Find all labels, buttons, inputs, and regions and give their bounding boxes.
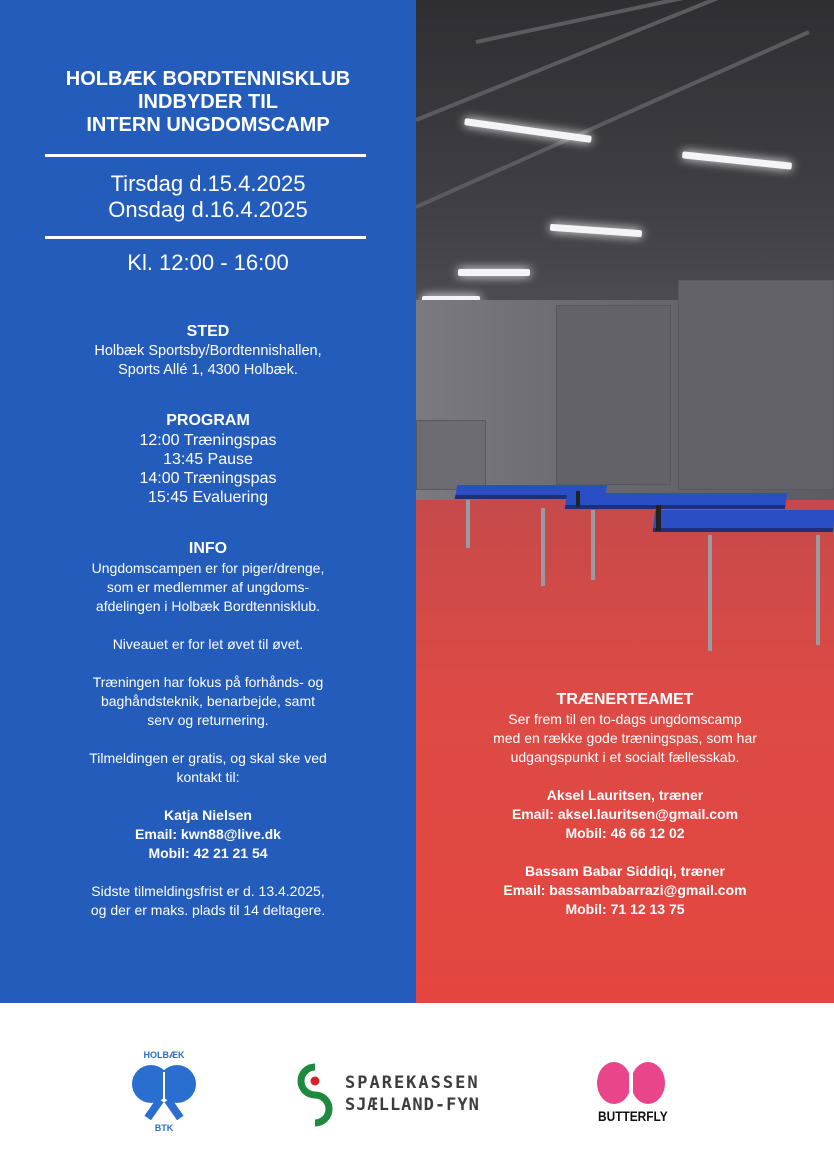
sted-section	[0, 322, 416, 380]
holbaek-btk-logo	[128, 1050, 200, 1136]
date-line-1: Tirsdag d.15.4.2025	[110, 171, 306, 196]
butterfly-logo	[596, 1061, 696, 1127]
table-leg	[466, 500, 470, 548]
info-text: Sidste tilmeldingsfrist er d. 13.4.2025,	[91, 883, 325, 899]
contact-email[interactable]: Email: kwn88@live.dk	[135, 826, 281, 842]
sponsor-footer	[0, 1003, 834, 1159]
sparekassen-line-2: SJÆLLAND-FYN	[345, 1095, 480, 1115]
trainer-1-phone: Mobil: 46 66 12 02	[565, 825, 685, 841]
table-tennis-table	[565, 493, 787, 509]
info-text: som er medlemmer af ungdoms-	[106, 579, 310, 595]
info-text: Tilmeldingen er gratis, og skal ske ved	[89, 750, 327, 766]
program-item: 15:45 Evaluering	[147, 489, 269, 506]
program-heading: PROGRAM	[166, 412, 250, 429]
table-leg	[816, 535, 820, 645]
trainer-section	[416, 690, 834, 919]
title-line-2: INDBYDER TIL	[138, 91, 278, 113]
paddles-icon	[128, 1062, 200, 1122]
info-text: afdelingen i Holbæk Bordtennisklub.	[95, 598, 321, 614]
info-text: og der er maks. plads til 14 deltagere.	[90, 902, 326, 918]
shelf	[416, 420, 486, 490]
trainer-2-email[interactable]: Email: bassambabarrazi@gmail.com	[503, 882, 747, 898]
info-text: Træningen har fokus på forhånds- og	[92, 674, 324, 690]
program-item: 13:45 Pause	[163, 451, 253, 468]
trainer-heading: TRÆNERTEAMET	[556, 691, 694, 708]
divider	[45, 236, 366, 239]
trainer-intro: Ser frem til en to-dags ungdomscamp	[508, 711, 742, 727]
wall-panel	[678, 280, 834, 490]
program-item: 14:00 Træningspas	[139, 470, 277, 487]
event-time: Kl. 12:00 - 16:00	[127, 250, 289, 275]
trainer-1-name: Aksel Lauritsen, træner	[546, 787, 704, 803]
event-title	[0, 68, 416, 137]
info-section	[0, 539, 416, 920]
trainer-1-email[interactable]: Email: aksel.lauritsen@gmail.com	[511, 806, 739, 822]
sparekassen-line-1: SPAREKASSEN	[345, 1073, 480, 1093]
sted-line: Holbæk Sportsby/Bordtennishallen,	[94, 343, 322, 359]
info-panel	[0, 0, 416, 1003]
info-text: baghåndsteknik, benarbejde, samt	[100, 693, 316, 709]
contact-phone: Mobil: 42 21 21 54	[148, 845, 268, 861]
butterfly-wordmark: BUTTERFLY	[598, 1108, 668, 1124]
table-net	[656, 505, 661, 531]
info-heading: INFO	[188, 540, 228, 557]
wall-panel	[556, 305, 671, 485]
info-text: Ungdomscampen er for piger/drenge,	[91, 560, 325, 576]
title-line-3: INTERN UNGDOMSCAMP	[86, 114, 330, 136]
sted-line: Sports Allé 1, 4300 Holbæk.	[118, 362, 298, 378]
divider	[45, 154, 366, 157]
table-net	[576, 491, 580, 507]
trainer-2-phone: Mobil: 71 12 13 75	[565, 901, 685, 917]
program-section	[0, 411, 416, 507]
contact-name: Katja Nielsen	[164, 807, 252, 823]
btk-logo-bottom-text: BTK	[154, 1123, 174, 1133]
event-dates	[0, 171, 416, 223]
sted-heading: STED	[186, 323, 230, 340]
info-text: serv og returnering.	[147, 712, 269, 728]
hall-photo	[416, 0, 834, 1003]
table-tennis-table	[653, 510, 834, 532]
date-line-2: Onsdag d.16.4.2025	[108, 197, 308, 222]
title-line-1: HOLBÆK BORDTENNISKLUB	[65, 68, 351, 90]
sparekassen-mark-icon	[293, 1063, 333, 1127]
table-leg	[591, 510, 595, 580]
info-text: kontakt til:	[176, 769, 240, 785]
table-leg	[541, 508, 545, 586]
program-item: 12:00 Træningspas	[139, 432, 277, 449]
info-text: Niveauet er for let øvet til øvet.	[112, 636, 304, 652]
butterfly-icon	[596, 1061, 666, 1105]
btk-logo-top-text: HOLBÆK	[143, 1050, 185, 1060]
sparekassen-logo	[293, 1063, 503, 1127]
ceiling-light	[458, 269, 530, 276]
table-leg	[708, 535, 712, 651]
trainer-intro: udgangspunkt i et socialt fællesskab.	[510, 749, 740, 765]
trainer-intro: med en række gode træningspas, som har	[493, 730, 757, 746]
trainer-2-name: Bassam Babar Siddiqi, træner	[525, 863, 725, 879]
